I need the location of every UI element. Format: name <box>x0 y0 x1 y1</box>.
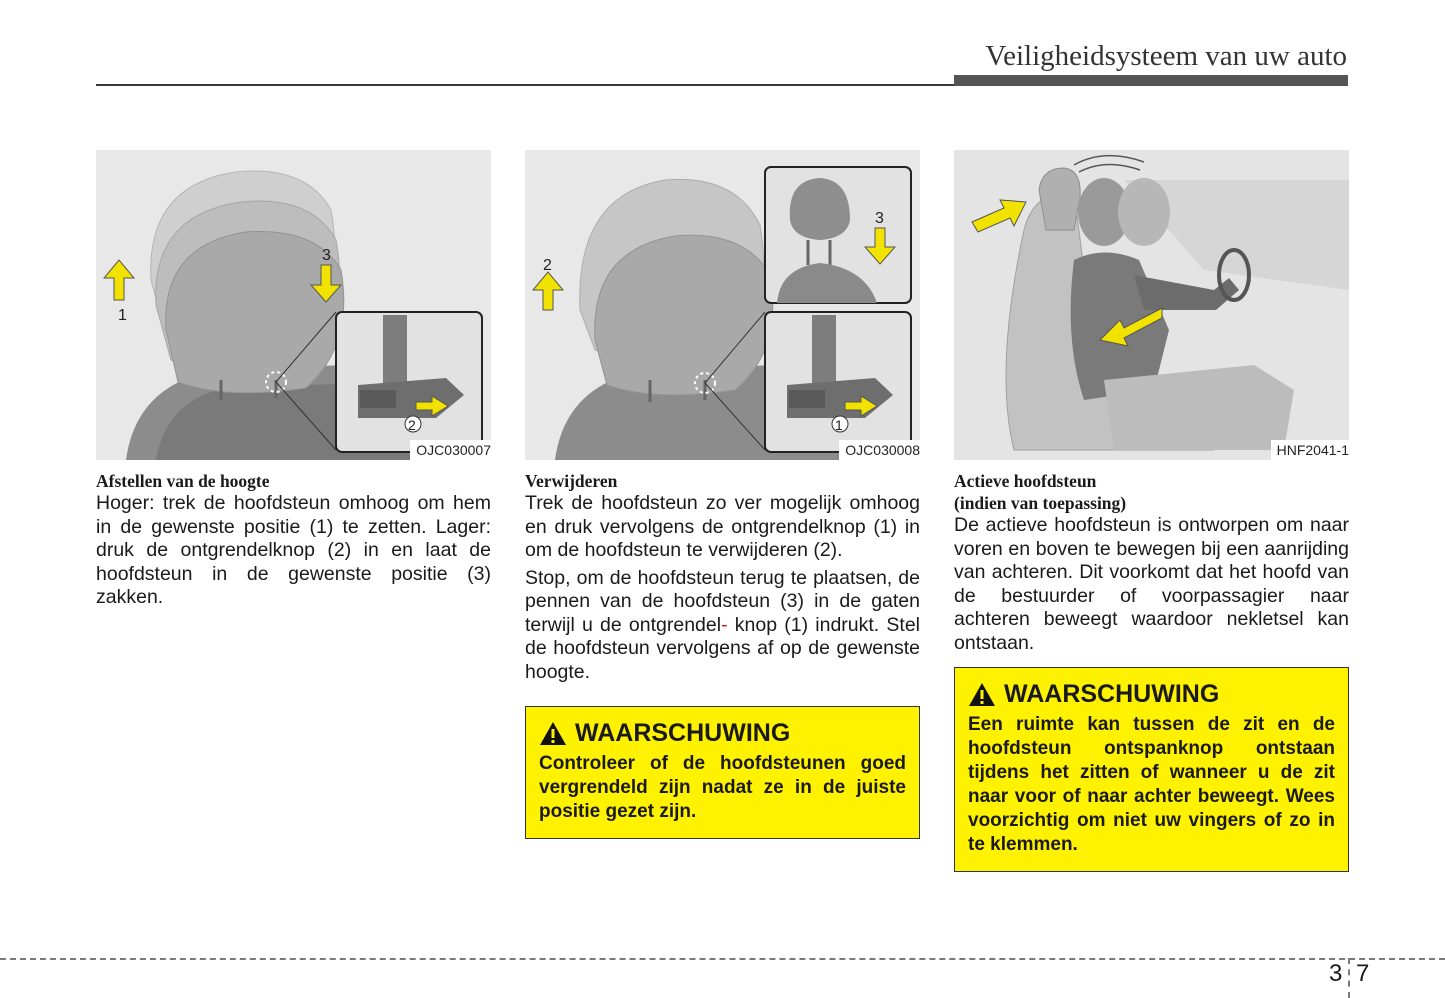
figure-label-1: 1 <box>835 417 843 433</box>
figure-active-headrest <box>954 150 1349 460</box>
subheading-line: Actieve hoofdsteun <box>954 471 1097 491</box>
figure-label-3: 3 <box>322 247 331 264</box>
figure-code: HNF2041-1 <box>1271 440 1349 460</box>
section-subheading <box>954 470 1349 514</box>
warning-box <box>525 706 920 839</box>
figure-code: OJC030007 <box>410 440 491 460</box>
footer-rule <box>0 958 1445 960</box>
warning-title: WAARSCHUWING <box>575 719 791 747</box>
page-header-title: Veiligheidsysteem van uw auto <box>985 40 1347 72</box>
active-headrest-illustration <box>954 150 1349 460</box>
paragraph-part: Stop, om de hoofdsteun terug te plaatsen, de pennen van de hoofdsteun (3) in de gaten terwijl u de ontgrendel <box>525 566 920 636</box>
figure-code: OJC030008 <box>839 440 920 460</box>
warning-text: Een ruimte kan tussen de zit en de hoofdsteun ontspanknop ontstaan tijdens het zitten of wanneer u de zit naar voor of naar achter beweegt. Wees voorzichtig om niet uw vingers of zo in te klemmen. <box>968 714 1335 855</box>
paragraph-part: knop (1) indrukt. Stel de hoofdsteun vervolgens af op de gewenste hoogte. <box>525 613 920 683</box>
headrest-height-illustration <box>96 150 491 460</box>
column-height-adjust <box>96 150 491 610</box>
warning-triangle-icon <box>539 721 567 746</box>
body-paragraph: Hoger: trek de hoofdsteun omhoog om hem in de gewenste positie (1) te zetten. Lager: druk de ontgrendelknop (2) in en laat de hoofdsteun in de gewenste positie (3) zakken. <box>96 492 491 608</box>
headrest-removal-illustration <box>525 150 920 460</box>
page-number: 7 <box>1356 960 1370 987</box>
section-subheading: Verwijderen <box>525 471 618 491</box>
body-paragraph <box>525 567 920 685</box>
hyphen-mark: - <box>721 613 728 636</box>
warning-title: WAARSCHUWING <box>1004 680 1220 708</box>
warning-box <box>954 667 1349 872</box>
figure-label-3: 3 <box>875 210 884 227</box>
figure-label-2: 2 <box>408 417 416 433</box>
figure-label-2: 2 <box>543 257 552 274</box>
section-number: 3 <box>1329 960 1343 987</box>
figure-removal <box>525 150 920 460</box>
body-paragraph: De actieve hoofdsteun is ontworpen om naar voren en boven te bewegen bij een aanrijding van achteren. Dit voorkomt dat het hoofd van de bestuurder of voorpassagier naar achteren beweegt waardoor nekletsel kan ontstaan. <box>954 514 1349 654</box>
figure-label-1: 1 <box>118 307 127 324</box>
section-subheading: Afstellen van de hoogte <box>96 471 270 491</box>
figure-height-adjust <box>96 150 491 460</box>
warning-text: Controleer of de hoofdsteunen goed vergrendeld zijn nadat ze in de juiste positie gezet zijn. <box>539 753 906 822</box>
column-removal <box>525 150 920 839</box>
warning-triangle-icon <box>968 682 996 707</box>
header-rule <box>96 84 954 86</box>
header-bar <box>954 75 1348 86</box>
body-paragraph: Trek de hoofdsteun zo ver mogelijk omhoog en druk vervolgens de ontgrendelknop (1) in om de hoofdsteun te verwijderen (2). <box>525 492 920 561</box>
subheading-line: (indien van toepassing) <box>954 493 1127 513</box>
column-active-headrest <box>954 150 1349 872</box>
footer-divider <box>1348 958 1350 998</box>
